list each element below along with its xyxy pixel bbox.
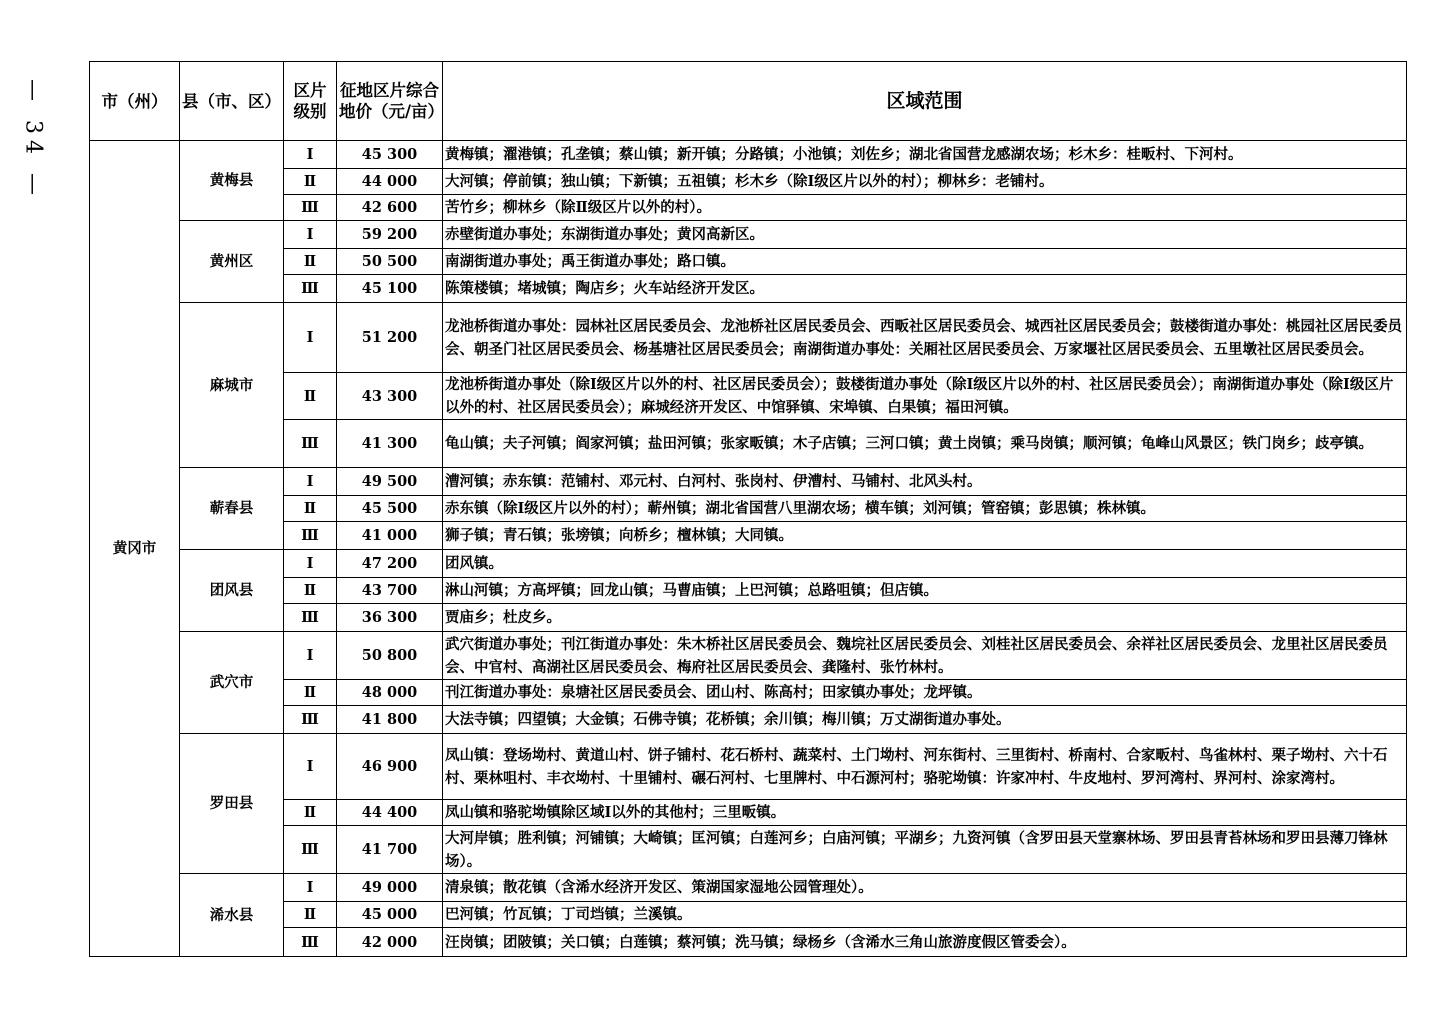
city-cell: 黄冈市: [90, 141, 180, 957]
grade-cell: Ⅱ: [284, 169, 337, 195]
price-cell: 48 000: [337, 680, 443, 706]
table-row: [90, 706, 1407, 734]
range-cell: 汪岗镇；团陂镇；关口镇；白莲镇；蔡河镇；洗马镇；绿杨乡（含浠水三角山旅游度假区管委会）。: [443, 928, 1407, 957]
range-cell: 漕河镇；赤东镇：范铺村、邓元村、白河村、张岗村、伊漕村、马铺村、北风头村。: [443, 468, 1407, 496]
table-row: [90, 604, 1407, 632]
grade-cell: Ⅰ: [284, 221, 337, 249]
range-cell: 龙池桥街道办事处：园林社区居民委员会、龙池桥社区居民委员会、西畈社区居民委员会、城西社区居民委员会；鼓楼街道办事处：桃园社区居民委员会、朝圣门社区居民委员会、杨基塘社区居民委员会；南湖街道办事处：关厢社区居民委员会、万家堰社区居民委员会、五里墩社区居民委员会。: [443, 303, 1407, 373]
price-cell: 41 300: [337, 420, 443, 468]
range-cell: 武穴街道办事处；刊江街道办事处：朱木桥社区居民委员会、魏垸社区居民委员会、刘桂社区居民委员会、余祥社区居民委员会、龙里社区居民委员会、中官村、高湖社区居民委员会、梅府社区居民委员会、龚隆村、张竹林村。: [443, 632, 1407, 680]
price-cell: 44 400: [337, 800, 443, 826]
range-cell: 苦竹乡；柳林乡（除Ⅱ级区片以外的村）。: [443, 195, 1407, 221]
range-cell: 赤壁街道办事处；东湖街道办事处；黄冈高新区。: [443, 221, 1407, 249]
price-cell: 45 500: [337, 496, 443, 522]
county-cell: 罗田县: [180, 734, 284, 874]
grade-cell: Ⅰ: [284, 550, 337, 578]
grade-cell: Ⅱ: [284, 800, 337, 826]
range-cell: 巴河镇；竹瓦镇；丁司垱镇；兰溪镇。: [443, 902, 1407, 928]
table-row: [90, 468, 1407, 496]
range-cell: 龟山镇；夫子河镇；阎家河镇；盐田河镇；张家畈镇；木子店镇；三河口镇；黄土岗镇；乘马岗镇；顺河镇；龟峰山风景区；铁门岗乡；歧亭镇。: [443, 420, 1407, 468]
grade-cell: Ⅲ: [284, 928, 337, 957]
price-cell: 45 000: [337, 902, 443, 928]
price-cell: 45 300: [337, 141, 443, 169]
range-cell: 淋山河镇；方高坪镇；回龙山镇；马曹庙镇；上巴河镇；总路咀镇；但店镇。: [443, 578, 1407, 604]
price-cell: 50 500: [337, 249, 443, 275]
range-cell: 凤山镇和骆驼坳镇除区域Ⅰ以外的其他村；三里畈镇。: [443, 800, 1407, 826]
price-cell: 41 000: [337, 522, 443, 550]
grade-cell: Ⅰ: [284, 874, 337, 902]
grade-cell: Ⅰ: [284, 734, 337, 800]
header-price: 征地区片综合地价（元/亩）: [337, 62, 443, 141]
table-row: [90, 496, 1407, 522]
grade-cell: Ⅰ: [284, 468, 337, 496]
table-row: [90, 169, 1407, 195]
price-cell: 41 800: [337, 706, 443, 734]
grade-cell: Ⅱ: [284, 902, 337, 928]
range-cell: 狮子镇；青石镇；张塝镇；向桥乡；檀林镇；大同镇。: [443, 522, 1407, 550]
table-row: [90, 874, 1407, 902]
price-cell: 50 800: [337, 632, 443, 680]
grade-cell: Ⅱ: [284, 496, 337, 522]
table-row: [90, 420, 1407, 468]
grade-cell: Ⅱ: [284, 680, 337, 706]
price-cell: 49 000: [337, 874, 443, 902]
grade-cell: Ⅱ: [284, 249, 337, 275]
range-cell: 凤山镇：登场坳村、黄道山村、饼子铺村、花石桥村、蔬菜村、土门坳村、河东街村、三里街村、桥南村、合家畈村、鸟雀林村、栗子坳村、六十石村、栗林咀村、丰衣坳村、十里铺村、碾石河村、七里牌村、中石源河村；骆驼坳镇：许家冲村、牛皮地村、罗河湾村、界河村、涂家湾村。: [443, 734, 1407, 800]
table-row: [90, 928, 1407, 957]
grade-cell: Ⅲ: [284, 522, 337, 550]
price-cell: 43 300: [337, 373, 443, 420]
grade-cell: Ⅰ: [284, 632, 337, 680]
range-cell: 团风镇。: [443, 550, 1407, 578]
land-price-table: [89, 61, 1407, 957]
grade-cell: Ⅲ: [284, 420, 337, 468]
county-cell: 黄州区: [180, 221, 284, 303]
table-row: [90, 578, 1407, 604]
price-cell: 43 700: [337, 578, 443, 604]
table-row: [90, 902, 1407, 928]
table-row: [90, 195, 1407, 221]
range-cell: 清泉镇；散花镇（含浠水经济开发区、策湖国家湿地公园管理处）。: [443, 874, 1407, 902]
price-cell: 45 100: [337, 275, 443, 303]
header-range: 区域范围: [443, 62, 1407, 141]
price-cell: 49 500: [337, 468, 443, 496]
table-row: [90, 303, 1407, 373]
grade-cell: Ⅰ: [284, 141, 337, 169]
table-row: [90, 680, 1407, 706]
table-row: [90, 249, 1407, 275]
header-city: 市（州）: [90, 62, 180, 141]
county-cell: 蕲春县: [180, 468, 284, 550]
price-cell: 42 000: [337, 928, 443, 957]
range-cell: 大法寺镇；四望镇；大金镇；石佛寺镇；花桥镇；余川镇；梅川镇；万丈湖街道办事处。: [443, 706, 1407, 734]
table-row: [90, 826, 1407, 874]
range-cell: 南湖街道办事处；禹王街道办事处；路口镇。: [443, 249, 1407, 275]
price-cell: 51 200: [337, 303, 443, 373]
county-cell: 黄梅县: [180, 141, 284, 221]
table-row: [90, 221, 1407, 249]
county-cell: 武穴市: [180, 632, 284, 734]
range-cell: 贾庙乡；杜皮乡。: [443, 604, 1407, 632]
header-county: 县（市、区）: [180, 62, 284, 141]
grade-cell: Ⅲ: [284, 706, 337, 734]
grade-cell: Ⅱ: [284, 373, 337, 420]
range-cell: 黄梅镇；濯港镇；孔垄镇；蔡山镇；新开镇；分路镇；小池镇；刘佐乡；湖北省国营龙感湖农场；杉木乡：桂畈村、下河村。: [443, 141, 1407, 169]
table-row: [90, 275, 1407, 303]
table-row: [90, 800, 1407, 826]
header-row: [90, 62, 1407, 141]
county-cell: 麻城市: [180, 303, 284, 468]
table-row: [90, 522, 1407, 550]
county-cell: 团风县: [180, 550, 284, 632]
range-cell: 龙池桥街道办事处（除Ⅰ级区片以外的村、社区居民委员会）；鼓楼街道办事处（除Ⅰ级区片以外的村、社区居民委员会）；南湖街道办事处（除Ⅰ级区片以外的村、社区居民委员会）；麻城经济开发区、中馆驿镇、宋埠镇、白果镇；福田河镇。: [443, 373, 1407, 420]
county-cell: 浠水县: [180, 874, 284, 957]
range-cell: 大河镇；停前镇；独山镇；下新镇；五祖镇；杉木乡（除Ⅰ级区片以外的村）；柳林乡：老铺村。: [443, 169, 1407, 195]
range-cell: 赤东镇（除Ⅰ级区片以外的村）；蕲州镇；湖北省国营八里湖农场；横车镇；刘河镇；管窑镇；彭思镇；株林镇。: [443, 496, 1407, 522]
grade-cell: Ⅲ: [284, 826, 337, 874]
table-row: [90, 141, 1407, 169]
table-row: [90, 734, 1407, 800]
table-row: [90, 550, 1407, 578]
price-cell: 46 900: [337, 734, 443, 800]
grade-cell: Ⅲ: [284, 195, 337, 221]
header-grade: 区片级别: [284, 62, 337, 141]
price-cell: 59 200: [337, 221, 443, 249]
table-row: [90, 373, 1407, 420]
range-cell: 陈策楼镇；堵城镇；陶店乡；火车站经济开发区。: [443, 275, 1407, 303]
grade-cell: Ⅰ: [284, 303, 337, 373]
grade-cell: Ⅲ: [284, 604, 337, 632]
page-number: — 34 —: [20, 79, 46, 201]
grade-cell: Ⅱ: [284, 578, 337, 604]
table-row: [90, 632, 1407, 680]
grade-cell: Ⅲ: [284, 275, 337, 303]
price-cell: 42 600: [337, 195, 443, 221]
range-cell: 刊江街道办事处：泉塘社区居民委员会、团山村、陈高村；田家镇办事处；龙坪镇。: [443, 680, 1407, 706]
price-cell: 36 300: [337, 604, 443, 632]
table-body: [90, 141, 1407, 957]
range-cell: 大河岸镇；胜利镇；河铺镇；大崎镇；匡河镇；白莲河乡；白庙河镇；平湖乡；九资河镇（含罗田县天堂寨林场、罗田县青苔林场和罗田县薄刀锋林场）。: [443, 826, 1407, 874]
price-cell: 44 000: [337, 169, 443, 195]
price-cell: 47 200: [337, 550, 443, 578]
price-cell: 41 700: [337, 826, 443, 874]
